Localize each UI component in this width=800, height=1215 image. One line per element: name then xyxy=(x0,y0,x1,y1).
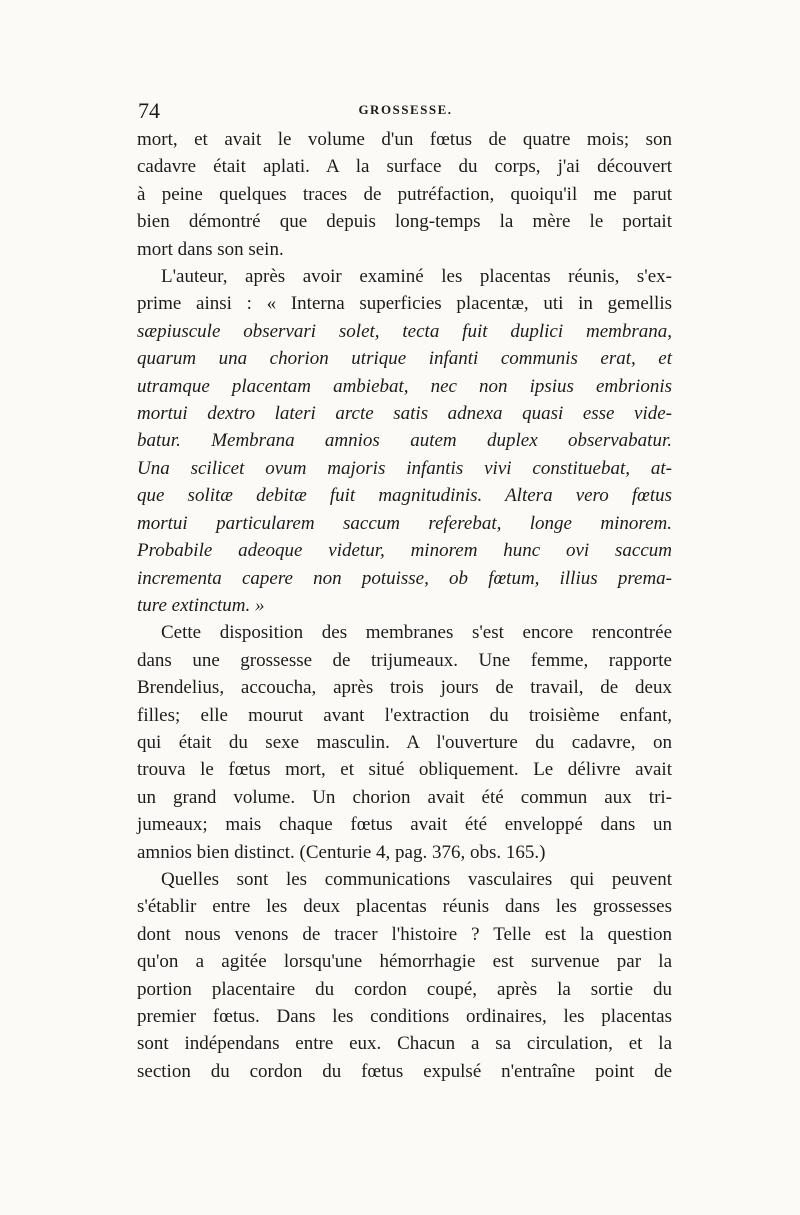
quotation-line: batur. Membrana amnios autem duplex observabatur. xyxy=(137,430,672,452)
text-line: un grand volume. Un chorion avait été commun aux tri- xyxy=(137,786,672,808)
text-line: portion placentaire du cordon coupé, après la sortie du xyxy=(137,978,672,1000)
quotation-line: Una scilicet ovum majoris infantis vivi constituebat, at- xyxy=(137,457,672,479)
text-line: premier fœtus. Dans les conditions ordinaires, les placentas xyxy=(137,1006,672,1027)
text-line: dont nous venons de tracer l'histoire ? Telle est la question xyxy=(137,923,672,945)
text-line: qui était du sexe masculin. A l'ouverture du cadavre, on xyxy=(137,731,672,753)
quotation-line: utramque placentam ambiebat, nec non ipsius embrionis xyxy=(137,375,672,397)
text-line: Cette disposition des membranes s'est encore rencontrée xyxy=(161,622,672,644)
text-line: cadavre était aplati. A la surface du corps, j'ai découvert xyxy=(137,156,672,178)
text-line: mort dans son sein. xyxy=(137,238,284,260)
page-number: 74 xyxy=(138,98,160,123)
quotation-line: mortui particularem saccum referebat, longe minorem. xyxy=(137,512,672,534)
text-line: section du cordon du fœtus expulsé n'entraîne point de xyxy=(137,1060,672,1082)
text-line: qu'on a agitée lorsqu'une hémorrhagie est survenue par la xyxy=(137,951,672,973)
text-line: sont indépendans entre eux. Chacun a sa circulation, et la xyxy=(137,1033,672,1055)
quotation-line: ture extinctum. » xyxy=(137,594,265,616)
quotation-line: quarum una chorion utrique infanti communis erat, et xyxy=(137,348,672,370)
page-header xyxy=(138,98,673,124)
text-line: bien démontré que depuis long-temps la mère le portait xyxy=(137,211,672,233)
quotation-line: incrementa capere non potuisse, ob fœtum, illius prema- xyxy=(137,567,672,589)
quotation-line: que solitæ debitæ fuit magnitudinis. Altera vero fœtus xyxy=(137,485,672,507)
text-line: amnios bien distinct. (Centurie 4, pag. 376, obs. 165.) xyxy=(137,841,546,863)
text-line: L'auteur, après avoir examiné les placentas réunis, s'ex- xyxy=(161,266,672,288)
quotation-line: sæpiuscule observari solet, tecta fuit duplici membrana, xyxy=(137,320,672,342)
text-line: Quelles sont les communications vasculaires qui peuvent xyxy=(161,868,672,890)
body-text xyxy=(137,126,672,1085)
running-head: GROSSESSE. xyxy=(358,102,453,117)
text-line: Brendelius, accoucha, après trois jours de travail, de deux xyxy=(137,677,672,699)
text-line: prime ainsi : « Interna superficies placentæ, uti in gemellis xyxy=(137,293,672,315)
text-line: s'établir entre les deux placentas réunis dans les grossesses xyxy=(137,896,672,918)
text-line: dans une grossesse de trijumeaux. Une femme, rapporte xyxy=(137,649,672,671)
text-line: trouva le fœtus mort, et situé obliquement. Le délivre avait xyxy=(137,759,672,781)
quotation-line: mortui dextro lateri arcte satis adnexa quasi esse vide- xyxy=(137,403,672,425)
quotation-line: Probabile adeoque videtur, minorem hunc ovi saccum xyxy=(137,540,672,562)
text-line: jumeaux; mais chaque fœtus avait été enveloppé dans un xyxy=(137,814,672,836)
text-line: à peine quelques traces de putréfaction, quoiqu'il me parut xyxy=(137,183,672,205)
text-line: mort, et avait le volume d'un fœtus de quatre mois; son xyxy=(137,129,672,150)
text-line: filles; elle mourut avant l'extraction du troisième enfant, xyxy=(137,704,672,726)
